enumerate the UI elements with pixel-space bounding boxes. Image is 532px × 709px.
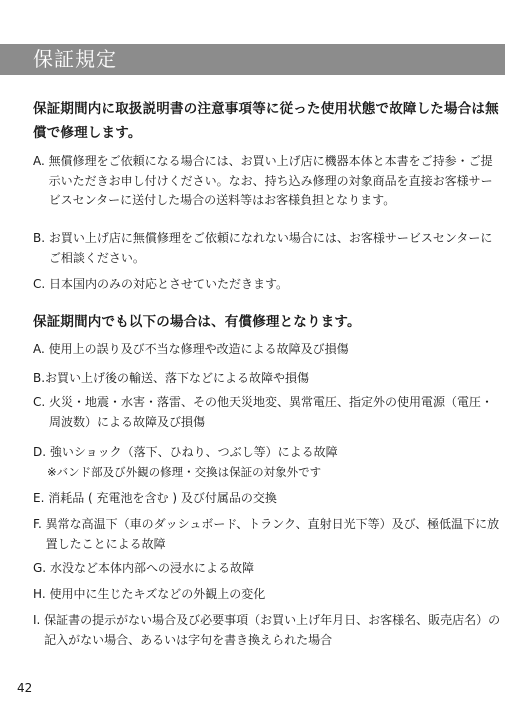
item-text: 無償修理をご依頼になる場合には、お買い上げ店に機器本体と本書をご持参・ご提示いただきお申し付けください。なお、持ち込み修理の対象商品を直接お客様サービスセンターに送付した場合の送料等はお客様負担となります。 [48, 154, 493, 207]
intro-statement: 保証期間内に取扱説明書の注意事項等に従った使用状態で故障した場合は無償で修理します。 [33, 101, 499, 141]
item-text: 日本国内のみの対応とさせていただきます。 [49, 277, 289, 291]
list-item [33, 369, 503, 389]
list-item [33, 489, 503, 509]
item-text: 使用上の誤り及び不当な修理や改造による故障及び損傷 [48, 342, 349, 356]
list-item [33, 152, 503, 211]
list-item [33, 559, 503, 579]
list-item [33, 229, 503, 268]
item-letter: C. [33, 277, 50, 291]
item-letter: I. [33, 613, 45, 627]
item-text: お買い上げ店に無償修理をご依頼になれない場合には、お客様サービスセンターにご相談ください。 [48, 231, 493, 265]
item-text: 水没など本体内部への浸水による故障 [49, 561, 254, 575]
list-item [33, 611, 503, 650]
item-note: ※バンド部及び外観の修理・交換は保証の対象外です [47, 464, 322, 479]
item-letter: D. [33, 445, 50, 459]
list-item [33, 585, 503, 605]
item-letter: H. [33, 587, 50, 601]
item-letter: B. [33, 231, 49, 245]
item-letter: G. [33, 561, 50, 575]
item-letter: B. [33, 371, 46, 385]
item-letter: F. [33, 517, 46, 531]
list-item [33, 340, 503, 360]
list-item [33, 275, 503, 295]
section-heading: 保証期間内でも以下の場合は、有償修理となります。 [33, 314, 361, 330]
page-number: 42 [17, 681, 33, 695]
item-text: 強いショック（落下、ひねり、つぶし等）による故障 [49, 445, 338, 459]
page-title: 保証規定 [0, 44, 505, 75]
item-letter: A. [33, 342, 49, 356]
list-item [33, 515, 503, 554]
item-text: お買い上げ後の輸送、落下などによる故障や損傷 [45, 371, 310, 385]
list-item [33, 443, 503, 482]
item-letter: A. [33, 154, 49, 168]
item-letter: E. [33, 491, 49, 505]
item-text: 消耗品 ( 充電池を含む ) 及び付属品の交換 [48, 491, 277, 505]
item-letter: C. [33, 395, 50, 409]
item-text: 火災・地震・水害・落雷、その他天災地変、異常電圧、指定外の使用電源（電圧・周波数）による故障及び損傷 [49, 395, 494, 429]
item-text: 使用中に生じたキズなどの外観上の変化 [49, 587, 266, 601]
item-text: 異常な高温下（車のダッシュボード、トランク、直射日光下等）及び、極低温下に放置したことによる故障 [45, 517, 500, 551]
item-text: 保証書の提示がない場合及び必要事項（お買い上げ年月日、お客様名、販売店名）の記入がない場合、あるいは字句を書き換えられた場合 [44, 613, 501, 647]
list-item [33, 393, 503, 432]
